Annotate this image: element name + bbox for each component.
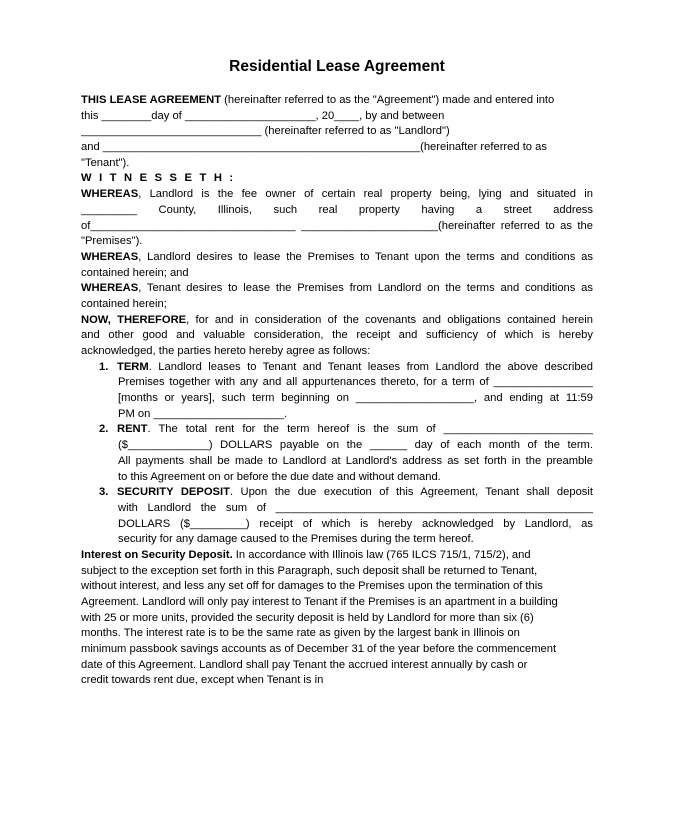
document-title: Residential Lease Agreement: [229, 58, 445, 75]
document-line: [81, 281, 593, 297]
list-number: 2.: [99, 423, 109, 436]
body-text: (hereinafter referred to as the "Agreement") made and entered into: [221, 94, 555, 106]
body-text: , for and in consideration of the covenants and obligations contained herein: [186, 313, 593, 326]
body-text: Agreement. Landlord will only pay interest to Tenant if the Premises is an apartment in a building: [81, 596, 558, 608]
document-line: [81, 171, 593, 187]
document-line: [81, 501, 593, 517]
document-line: [81, 579, 593, 595]
document-line: [81, 626, 593, 642]
body-text: of_________________________________ ______________________(hereinafter referred to as the: [81, 219, 593, 232]
document-body: [81, 93, 593, 689]
body-text: _____________________________ (hereinafter referred to as "Landlord"): [81, 125, 450, 138]
document-line: [81, 203, 593, 219]
body-text: credit towards rent due, except when Tenant is in: [81, 674, 324, 687]
body-text: DOLLARS ($_________) receipt of which is hereby acknowledged by Landlord, as: [118, 517, 593, 530]
document-line: [81, 548, 593, 564]
body-text: ($_____________) DOLLARS payable on the ______ day of each month of the term.: [118, 439, 593, 452]
body-text: without interest, and less any set off for damages to the Premises upon the termination of this: [81, 580, 543, 593]
list-number: 3.: [99, 486, 109, 499]
bold-text: WHEREAS: [81, 282, 139, 295]
document-line: [81, 156, 593, 172]
body-text: to this Agreement on or before the due date and without demand.: [118, 470, 441, 483]
bold-text: WHEREAS: [81, 188, 139, 201]
body-text: "Premises").: [81, 235, 143, 248]
document-line: [81, 140, 593, 156]
document-line: [81, 391, 593, 407]
body-text: , Tenant desires to lease the Premises from Landlord on the terms and conditions as: [138, 282, 593, 295]
body-text: date of this Agreement. Landlord shall pay Tenant the accrued interest annually by cash or: [81, 658, 528, 671]
bold-text: TERM: [117, 360, 149, 373]
body-text: and ___________________________________________________(hereinafter referred to as: [81, 141, 547, 154]
document-line: [81, 673, 593, 689]
body-text: . Upon the due execution of this Agreement, Tenant shall deposit: [229, 486, 593, 499]
document-line: [81, 360, 593, 376]
document-line: [81, 234, 593, 250]
bold-text: NOW, THEREFORE: [81, 313, 187, 326]
body-text: acknowledged, the parties hereto hereby agree as follows:: [81, 345, 371, 357]
document-line: [81, 485, 593, 501]
body-text: All payments shall be made to Landlord at Landlord's address as set forth in the preamble: [118, 454, 593, 467]
body-text: with 25 or more units, provided the security deposit is held by Landlord for more than six (6): [81, 611, 534, 624]
bold-text: THIS LEASE AGREEMENT: [81, 94, 222, 106]
body-text: security for any damage caused to the Premises during the term hereof.: [118, 533, 474, 546]
body-text: this ________day of _____________________, 20____, by and between: [81, 109, 445, 122]
body-text: subject to the exception set forth in this Paragraph, such deposit shall be returned to Tenant,: [81, 564, 538, 577]
body-text: with Landlord the sum of ___________________________________________________: [118, 501, 593, 514]
document-line: [81, 658, 593, 674]
body-text: . The total rent for the term hereof is the sum of ________________________: [147, 423, 593, 436]
body-text: minimum passbook savings accounts as of December 31 of the year before the commencement: [81, 643, 557, 656]
document-line: [81, 344, 593, 360]
body-text: contained herein;: [81, 297, 167, 310]
document-line: [81, 187, 593, 203]
document-line: [81, 532, 593, 548]
document-line: [81, 454, 593, 470]
body-text: . Landlord leases to Tenant and Tenant leases from Landlord the above described: [148, 360, 593, 373]
document-line: [81, 517, 593, 533]
body-text: _________ County, Illinois, such real property having a street address: [81, 203, 593, 216]
document-line: [81, 595, 593, 611]
document-line: [81, 266, 593, 282]
body-text: contained herein; and: [81, 266, 189, 279]
document-line: [81, 642, 593, 658]
body-text: , Landlord is the fee owner of certain real property being, lying and situated in: [138, 188, 593, 201]
document-line: [81, 422, 593, 438]
body-text: In accordance with Illinois law (765 ILCS 715/1, 715/2), and: [232, 548, 531, 561]
document-line: [81, 93, 593, 109]
document-line: [81, 313, 593, 329]
document-line: [81, 109, 593, 125]
body-text: [months or years], such term beginning on ___________________, and ending at 11:59: [118, 392, 593, 405]
document-line: [81, 124, 593, 140]
document-line: [81, 470, 593, 486]
body-text: PM on _____________________.: [118, 407, 288, 420]
body-text: "Tenant").: [81, 156, 130, 169]
document-line: [81, 407, 593, 423]
document-line: [81, 250, 593, 266]
document-page: [81, 0, 593, 814]
bold-text: WHEREAS: [81, 250, 139, 263]
body-text: and other good and valuable consideration, the receipt and sufficiency of which is hereby: [81, 329, 593, 342]
document-line: [81, 375, 593, 391]
list-number: 1.: [99, 360, 109, 373]
document-line: [81, 328, 593, 344]
bold-text: Interest on Security Deposit.: [81, 548, 233, 561]
bold-text: RENT: [117, 423, 148, 436]
document-line: [81, 297, 593, 313]
body-text: , Landlord desires to lease the Premises to Tenant upon the terms and conditions as: [138, 250, 593, 263]
document-line: [81, 564, 593, 580]
bold-text: SECURITY DEPOSIT: [117, 486, 230, 499]
document-line: [81, 438, 593, 454]
document-line: [81, 611, 593, 627]
body-text: months. The interest rate is to be the same rate as given by the largest bank in Illinois on: [81, 627, 520, 640]
document-line: [81, 219, 593, 235]
body-text: Premises together with any and all appurtenances thereto, for a term of ________________: [118, 376, 593, 389]
bold-text: W I T N E S S E T H :: [81, 172, 236, 185]
